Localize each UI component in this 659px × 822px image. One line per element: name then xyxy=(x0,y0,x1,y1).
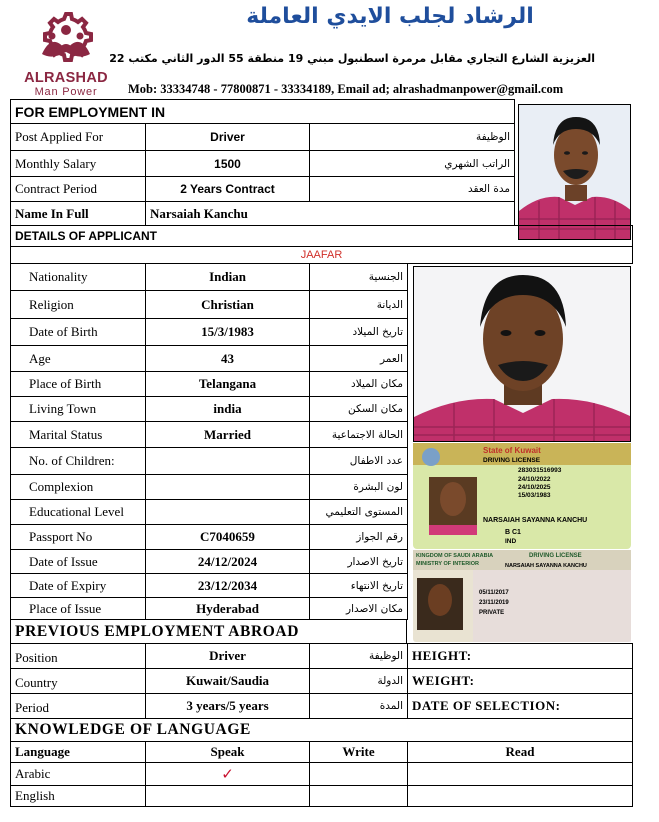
applicant-field-label: Place of Birth xyxy=(10,371,146,397)
license-state: State of Kuwait xyxy=(483,446,541,455)
prev-position-label: Position xyxy=(10,643,146,669)
post-label-arabic: الوظيفة xyxy=(309,123,515,151)
license-code: B C1 xyxy=(505,529,521,536)
saudi-ministry: MINISTRY OF INTERIOR xyxy=(416,561,479,567)
applicant-field-label: Religion xyxy=(10,290,146,319)
applicant-field-label-arabic: مكان الاصدار xyxy=(309,597,408,620)
applicant-field-value: 43 xyxy=(145,345,310,372)
license-type: DRIVING LICENSE xyxy=(483,457,541,464)
applicant-field-value: Hyderabad xyxy=(145,597,310,620)
saudi-country: KINGDOM OF SAUDI ARABIA xyxy=(416,553,494,559)
applicant-field-label-arabic: الحالة الاجتماعية xyxy=(309,421,408,448)
applicant-section-title: DETAILS OF APPLICANT xyxy=(10,225,633,247)
applicant-field-value: Married xyxy=(145,421,310,448)
applicant-field-label: Educational Level xyxy=(10,499,146,525)
agent-ref-code: JAAFAR xyxy=(10,246,633,264)
language-english-write xyxy=(309,785,408,807)
saudi-issue-date: 05/11/2017 xyxy=(479,590,509,596)
applicant-field-label: Date of Birth xyxy=(10,318,146,346)
language-header-write: Write xyxy=(309,741,408,763)
company-contact-line: Mob: 33334748 - 77800871 - 33334189, Email ad; alrashadmanpower@gmail.com xyxy=(128,82,564,96)
applicant-field-label: Age xyxy=(10,345,146,372)
post-value: Driver xyxy=(145,123,310,151)
applicant-field-value: Telangana xyxy=(145,371,310,397)
prev-period-label-arabic: المدة xyxy=(309,693,408,719)
applicant-field-label: No. of Children: xyxy=(10,447,146,475)
applicant-field-label: Complexion xyxy=(10,474,146,500)
saudi-holder-name: NARSAIAH SAYANNA KANCHU xyxy=(505,563,587,569)
language-arabic-write xyxy=(309,762,408,786)
applicant-field-label-arabic: مكان السكن xyxy=(309,396,408,422)
language-english-read xyxy=(407,785,633,807)
weight-label: WEIGHT: xyxy=(407,668,633,694)
company-name-arabic: الرشاد لجلب الايدي العاملة xyxy=(246,4,534,29)
language-arabic-label: Arabic xyxy=(10,762,146,786)
applicant-field-label-arabic: تاريخ الانتهاء xyxy=(309,573,408,598)
gear-people-icon xyxy=(10,8,122,70)
applicant-field-value: C7040659 xyxy=(145,524,310,550)
contract-label-arabic: مدة العقد xyxy=(309,176,515,202)
logo-wordmark: ALRASHAD xyxy=(24,70,108,86)
prev-position-label-arabic: الوظيفة xyxy=(309,643,408,669)
applicant-field-label: Nationality xyxy=(10,263,146,291)
applicant-field-label-arabic: المستوى التعليمي xyxy=(309,499,408,525)
applicant-field-value: india xyxy=(145,396,310,422)
applicant-field-value xyxy=(145,474,310,500)
prev-position-value: Driver xyxy=(145,643,310,669)
prev-country-label-arabic: الدولة xyxy=(309,668,408,694)
applicant-field-value: Indian xyxy=(145,263,310,291)
applicant-field-label-arabic: عدد الاطفال xyxy=(309,447,408,475)
license-nationality: IND xyxy=(505,538,517,545)
salary-label: Monthly Salary xyxy=(10,150,146,177)
applicant-field-label: Date of Issue xyxy=(10,549,146,574)
license-number: 283031516993 xyxy=(518,467,562,474)
applicant-field-label-arabic: الديانة xyxy=(309,290,408,319)
applicant-field-label: Place of Issue xyxy=(10,597,146,620)
contract-label: Contract Period xyxy=(10,176,146,202)
applicant-field-label-arabic: الجنسية xyxy=(309,263,408,291)
license-holder-name: NARSAIAH SAYANNA KANCHU xyxy=(483,517,588,524)
applicant-field-label-arabic: لون البشرة xyxy=(309,474,408,500)
language-english-speak xyxy=(145,785,310,807)
company-logo xyxy=(10,8,122,96)
kuwait-driving-license xyxy=(413,443,631,549)
language-header-speak: Speak xyxy=(145,741,310,763)
height-label: HEIGHT: xyxy=(407,643,633,669)
saudi-restriction: PRIVATE xyxy=(479,610,505,616)
company-address-arabic: العزيزية الشارع التجاري مقابل مرمرة اسطنبول مبني 19 منطقة 55 الدور الثاني مكتب 22 xyxy=(109,52,595,65)
applicant-field-label-arabic: تاريخ الميلاد xyxy=(309,318,408,346)
language-header-read: Read xyxy=(407,741,633,763)
applicant-field-label-arabic: تاريخ الاصدار xyxy=(309,549,408,574)
prev-country-value: Kuwait/Saudia xyxy=(145,668,310,694)
language-english-label: English xyxy=(10,785,146,807)
language-section-title: KNOWLEDGE OF LANGUAGE xyxy=(10,718,633,742)
applicant-field-label-arabic: رقم الجواز xyxy=(309,524,408,550)
logo-tagline: Man Power xyxy=(34,86,98,98)
prev-period-value: 3 years/5 years xyxy=(145,693,310,719)
applicant-field-label: Passport No xyxy=(10,524,146,550)
applicant-field-label: Date of Expiry xyxy=(10,573,146,598)
applicant-photo-small xyxy=(518,104,631,240)
selection-date-label: DATE OF SELECTION: xyxy=(407,693,633,719)
full-name-label: Name In Full xyxy=(10,201,146,226)
previous-employment-title: PREVIOUS EMPLOYMENT ABROAD xyxy=(10,619,407,644)
prev-country-label: Country xyxy=(10,668,146,694)
applicant-field-value xyxy=(145,499,310,525)
language-arabic-read xyxy=(407,762,633,786)
applicant-field-label-arabic: مكان الميلاد xyxy=(309,371,408,397)
contract-value: 2 Years Contract xyxy=(145,176,310,202)
salary-value: 1500 xyxy=(145,150,310,177)
saudi-license-type: DRIVING LICENSE xyxy=(529,553,582,559)
license-birth-date: 15/03/1983 xyxy=(518,492,551,499)
language-arabic-speak: ✓ xyxy=(145,762,310,786)
letterhead xyxy=(0,0,659,100)
applicant-field-value: Christian xyxy=(145,290,310,319)
applicant-field-label: Marital Status xyxy=(10,421,146,448)
full-name-value: Narsaiah Kanchu xyxy=(145,201,515,226)
language-header-language: Language xyxy=(10,741,146,763)
license-expiry-date: 24/10/2025 xyxy=(518,484,551,491)
employment-section-title: FOR EMPLOYMENT IN xyxy=(10,99,515,124)
applicant-field-value: 23/12/2034 xyxy=(145,573,310,598)
post-label: Post Applied For xyxy=(10,123,146,151)
salary-label-arabic: الراتب الشهري xyxy=(309,150,515,177)
applicant-field-label: Living Town xyxy=(10,396,146,422)
prev-period-label: Period xyxy=(10,693,146,719)
license-issue-date: 24/10/2022 xyxy=(518,476,551,483)
saudi-driving-license xyxy=(413,550,631,642)
saudi-expiry-date: 23/11/2019 xyxy=(479,600,509,606)
applicant-photo-large xyxy=(413,266,631,442)
applicant-field-value: 15/3/1983 xyxy=(145,318,310,346)
applicant-field-value xyxy=(145,447,310,475)
applicant-field-value: 24/12/2024 xyxy=(145,549,310,574)
applicant-field-label-arabic: العمر xyxy=(309,345,408,372)
